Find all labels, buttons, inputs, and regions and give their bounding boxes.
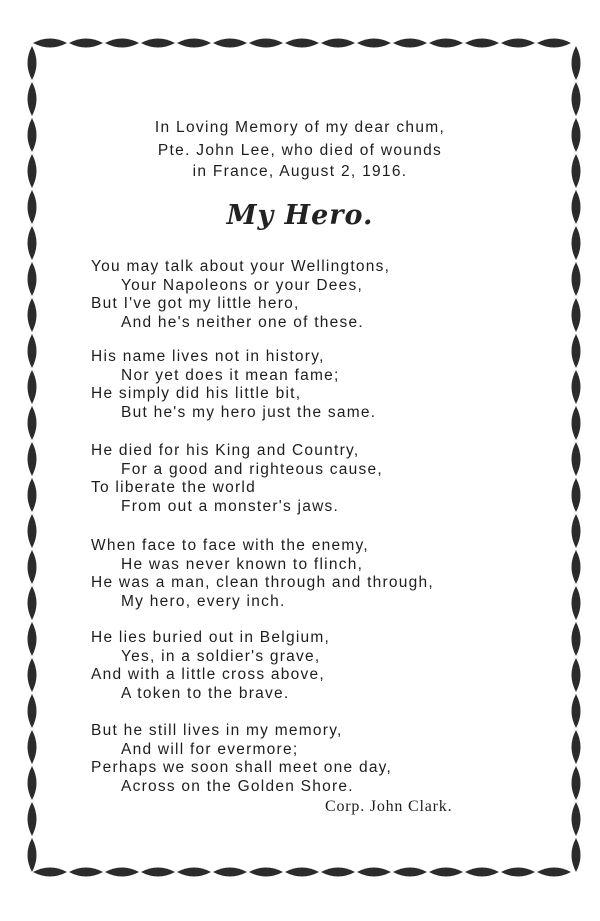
border-bead-bottom: [141, 868, 175, 877]
border-bead-bottom: [177, 868, 211, 877]
poem-line: But I've got my little hero,: [91, 295, 300, 312]
border-bead-top: [501, 39, 535, 48]
border-bead-top: [429, 39, 463, 48]
border-bead-right: [572, 802, 581, 836]
dedication-line: in France, August 2, 1916.: [192, 163, 408, 180]
border-bead-bottom: [69, 868, 103, 877]
border-bead-right: [572, 262, 581, 296]
border-bead-top: [357, 39, 391, 48]
poem-line: But he still lives in my memory,: [91, 722, 343, 739]
border-bead-right: [572, 334, 581, 368]
stanza: [91, 348, 376, 422]
border-bead-top: [213, 39, 247, 48]
stanza: [91, 722, 392, 796]
poem-line: My hero, every inch.: [121, 592, 286, 610]
border-bead-top: [105, 39, 139, 48]
border-bead-left: [28, 82, 37, 116]
poem-line: His name lives not in history,: [91, 348, 325, 365]
border-bead-top: [537, 39, 571, 48]
stanza: [91, 442, 383, 516]
poem-line: He lies buried out in Belgium,: [91, 629, 331, 646]
border-bead-bottom: [105, 868, 139, 877]
signature: Corp. John Clark.: [325, 798, 453, 815]
border-bead-bottom: [321, 868, 355, 877]
stanza: [91, 629, 330, 703]
border-bead-right: [572, 46, 581, 80]
poem-line: You may talk about your Wellingtons,: [91, 258, 391, 275]
border-bead-left: [28, 298, 37, 332]
border-bead-right: [572, 838, 581, 872]
poem-line: And with a little cross above,: [91, 666, 325, 683]
stanza: [91, 537, 434, 611]
border-bead-right: [572, 730, 581, 764]
border-bead-top: [321, 39, 355, 48]
border-bead-top: [141, 39, 175, 48]
border-bead-top: [285, 39, 319, 48]
dedication-line: Pte. John Lee, who died of wounds: [157, 142, 443, 159]
border-bead-bottom: [501, 868, 535, 877]
border-bead-left: [28, 442, 37, 476]
poem-line: He was a man, clean through and through,: [91, 574, 434, 591]
poem-line: He died for his King and Country,: [91, 442, 360, 459]
border-bead-left: [28, 262, 37, 296]
border-bead-bottom: [33, 868, 67, 877]
border-bead-right: [572, 658, 581, 692]
border-bead-right: [572, 226, 581, 260]
border-bead-right: [572, 766, 581, 800]
border-bead-left: [28, 658, 37, 692]
poem-line: And he's neither one of these.: [121, 313, 364, 331]
border-bead-bottom: [285, 868, 319, 877]
border-bead-top: [69, 39, 103, 48]
border-bead-left: [28, 226, 37, 260]
border-bead-left: [28, 334, 37, 368]
border-bead-top: [465, 39, 499, 48]
poem-line: Nor yet does it mean fame;: [121, 366, 340, 384]
border-bead-bottom: [357, 868, 391, 877]
poem-line: A token to the brave.: [121, 684, 290, 702]
poem-line: And will for evermore;: [121, 740, 299, 758]
border-bead-left: [28, 550, 37, 584]
poem-line: When face to face with the enemy,: [91, 537, 369, 554]
border-bead-right: [572, 586, 581, 620]
poem-line: He was never known to flinch,: [121, 555, 364, 573]
poem-line: He simply did his little bit,: [91, 385, 302, 402]
border-bead-right: [572, 370, 581, 404]
border-bead-top: [177, 39, 211, 48]
border-bead-top: [33, 39, 67, 48]
border-bead-right: [572, 442, 581, 476]
border-bead-left: [28, 586, 37, 620]
poem-title: My Hero.: [226, 200, 374, 231]
poem-line: From out a monster's jaws.: [121, 497, 340, 515]
border-bead-bottom: [537, 868, 571, 877]
border-bead-top: [249, 39, 283, 48]
border-bead-left: [28, 514, 37, 548]
border-bead-left: [28, 478, 37, 512]
poem-line: Perhaps we soon shall meet one day,: [91, 759, 393, 776]
border-bead-bottom: [429, 868, 463, 877]
dedication-line: In Loving Memory of my dear chum,: [154, 119, 446, 136]
poem-line: Your Napoleons or your Dees,: [121, 276, 364, 294]
poem-line: Across on the Golden Shore.: [121, 777, 354, 795]
border-bead-right: [572, 694, 581, 728]
border-bead-left: [28, 694, 37, 728]
poem-line: To liberate the world: [91, 479, 256, 496]
border-bead-left: [28, 802, 37, 836]
border-bead-top: [393, 39, 427, 48]
border-bead-left: [28, 406, 37, 440]
poem-line: For a good and righteous cause,: [121, 460, 383, 478]
border-bead-bottom: [249, 868, 283, 877]
border-bead-right: [572, 298, 581, 332]
poem-line: Yes, in a soldier's grave,: [121, 647, 321, 665]
border-bead-right: [572, 478, 581, 512]
border-bead-bottom: [465, 868, 499, 877]
stanza: [91, 258, 390, 332]
border-bead-right: [572, 550, 581, 584]
border-bead-left: [28, 622, 37, 656]
border-bead-left: [28, 46, 37, 80]
border-bead-left: [28, 766, 37, 800]
border-bead-right: [572, 622, 581, 656]
poem-line: But he's my hero just the same.: [121, 403, 377, 421]
border-bead-left: [28, 370, 37, 404]
border-bead-bottom: [393, 868, 427, 877]
border-bead-right: [572, 514, 581, 548]
border-bead-right: [572, 82, 581, 116]
border-bead-left: [28, 730, 37, 764]
border-bead-left: [28, 838, 37, 872]
border-bead-right: [572, 406, 581, 440]
border-bead-bottom: [213, 868, 247, 877]
